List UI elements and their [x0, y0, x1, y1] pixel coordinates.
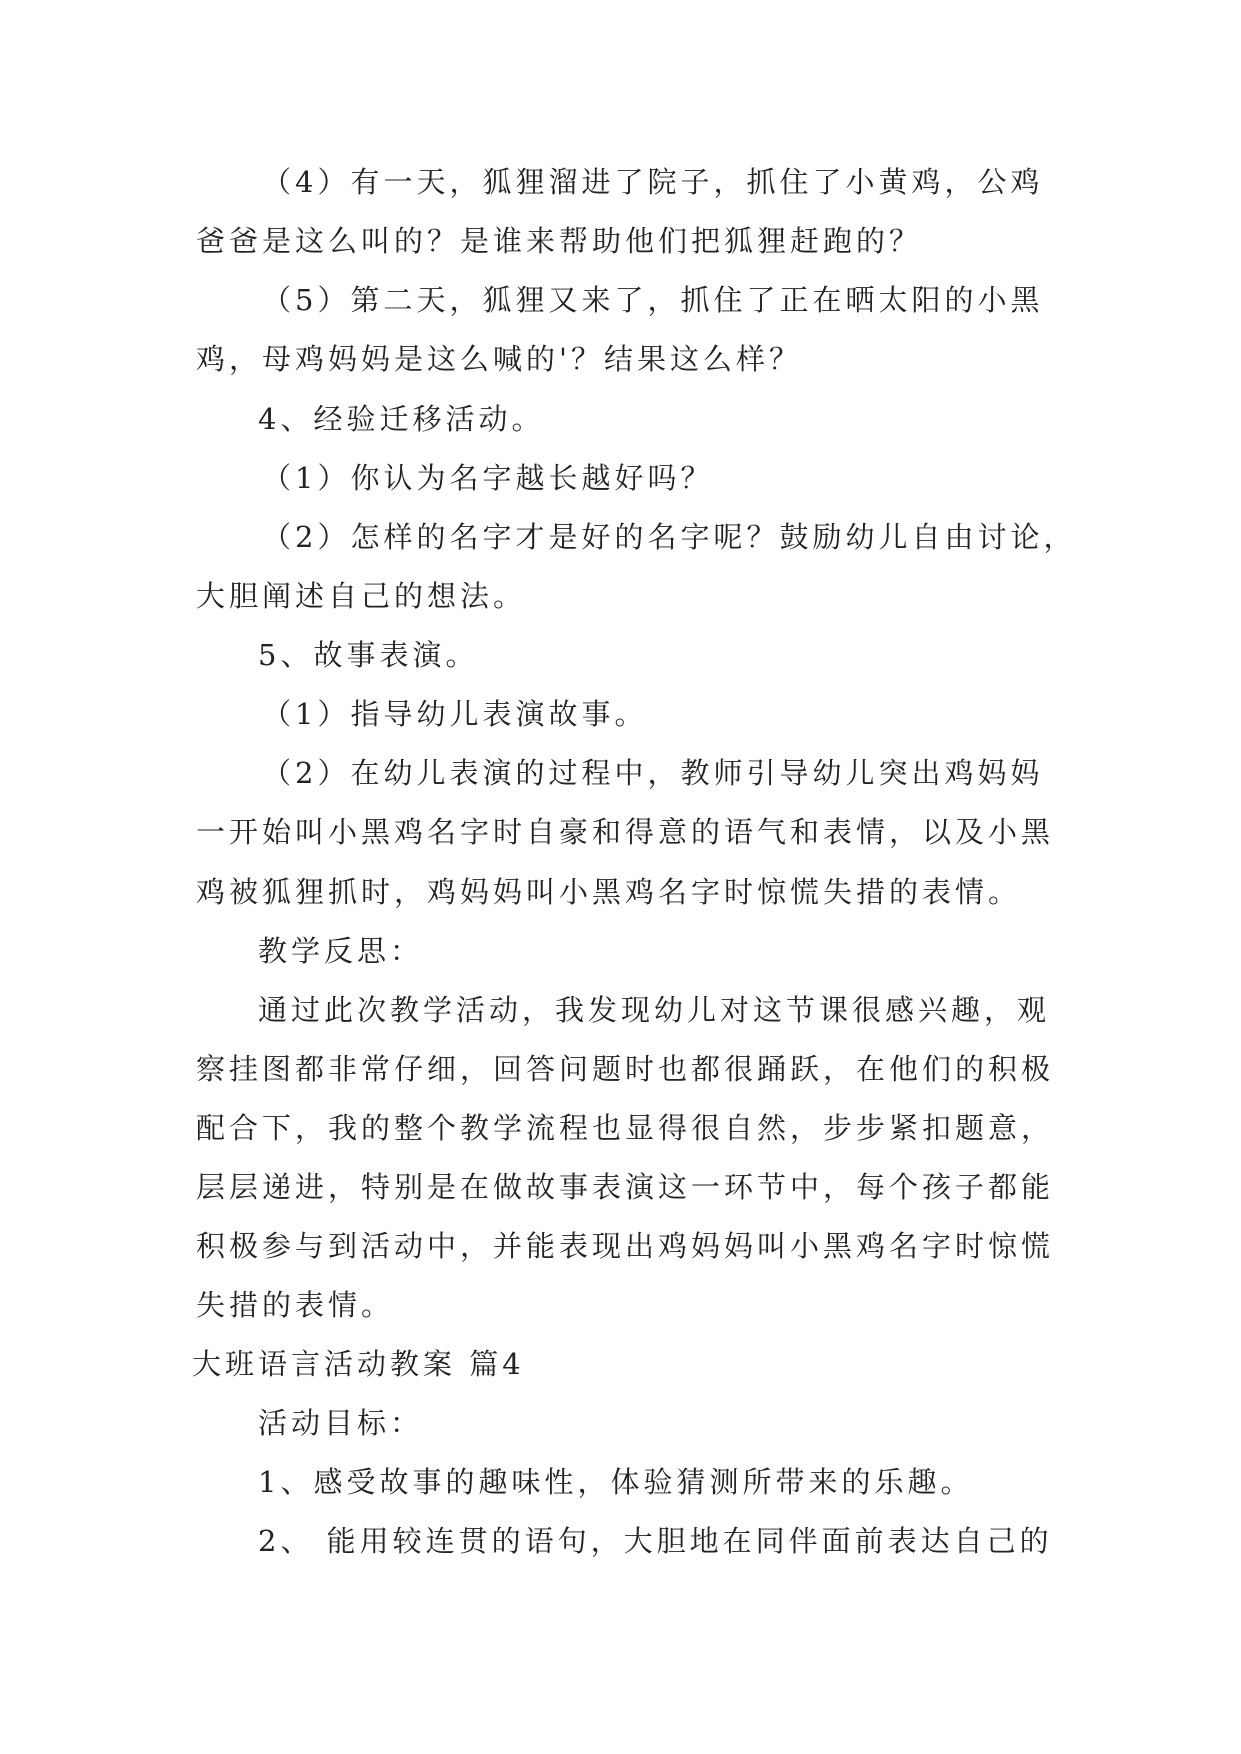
- paragraph-line-6: （1）你认为名字越长越好吗？: [262, 461, 714, 495]
- paragraph-line-19: 积极参与到活动中，并能表现出鸡妈妈叫小黑鸡名字时惊慌: [196, 1229, 1055, 1263]
- paragraph-line-5: 4、经验迁移活动。: [258, 402, 545, 436]
- paragraph-line-10: （1）指导幼儿表演故事。: [262, 697, 648, 731]
- paragraph-line-18: 层层递进，特别是在做故事表演这一环节中，每个孩子都能: [196, 1170, 1055, 1204]
- paragraph-line-9: 5、故事表演。: [258, 638, 479, 672]
- paragraph-line-12: 一开始叫小黑鸡名字时自豪和得意的语气和表情，以及小黑: [196, 815, 1055, 849]
- paragraph-line-17: 配合下，我的整个教学流程也显得很自然，步步紧扣题意，: [196, 1111, 1055, 1145]
- section-heading: 大班语言活动教案 篇4: [192, 1347, 525, 1381]
- paragraph-line-14: 教学反思：: [258, 934, 424, 968]
- paragraph-line-20: 失措的表情。: [196, 1288, 395, 1322]
- paragraph-line-13: 鸡被狐狸抓时，鸡妈妈叫小黑鸡名字时惊慌失措的表情。: [196, 875, 1022, 909]
- paragraph-line-15: 通过此次教学活动，我发现幼儿对这节课很感兴趣，观: [258, 993, 1051, 1027]
- paragraph-line-2: 爸爸是这么叫的？是谁来帮助他们把狐狸赶跑的？: [196, 224, 923, 258]
- paragraph-line-7: （2）怎样的名字才是好的名字呢？鼓励幼儿自由讨论，: [262, 520, 1077, 554]
- paragraph-line-4: 鸡，母鸡妈妈是这么喊的'？结果这么样？: [196, 342, 802, 376]
- paragraph-line-1: （4）有一天，狐狸溜进了院子，抓住了小黄鸡，公鸡: [262, 165, 1044, 199]
- paragraph-line-11: （2）在幼儿表演的过程中，教师引导幼儿突出鸡妈妈: [262, 756, 1044, 790]
- paragraph-line-22: 活动目标：: [258, 1406, 424, 1440]
- paragraph-line-24: 2、 能用较连贯的语句，大胆地在同伴面前表达自己的: [258, 1524, 1053, 1558]
- paragraph-line-23: 1、感受故事的趣味性，体验猜测所带来的乐趣。: [258, 1465, 974, 1499]
- paragraph-line-8: 大胆阐述自己的想法。: [196, 579, 527, 613]
- paragraph-line-16: 察挂图都非常仔细，回答问题时也都很踊跃，在他们的积极: [196, 1052, 1055, 1086]
- paragraph-line-3: （5）第二天，狐狸又来了，抓住了正在晒太阳的小黑: [262, 283, 1044, 317]
